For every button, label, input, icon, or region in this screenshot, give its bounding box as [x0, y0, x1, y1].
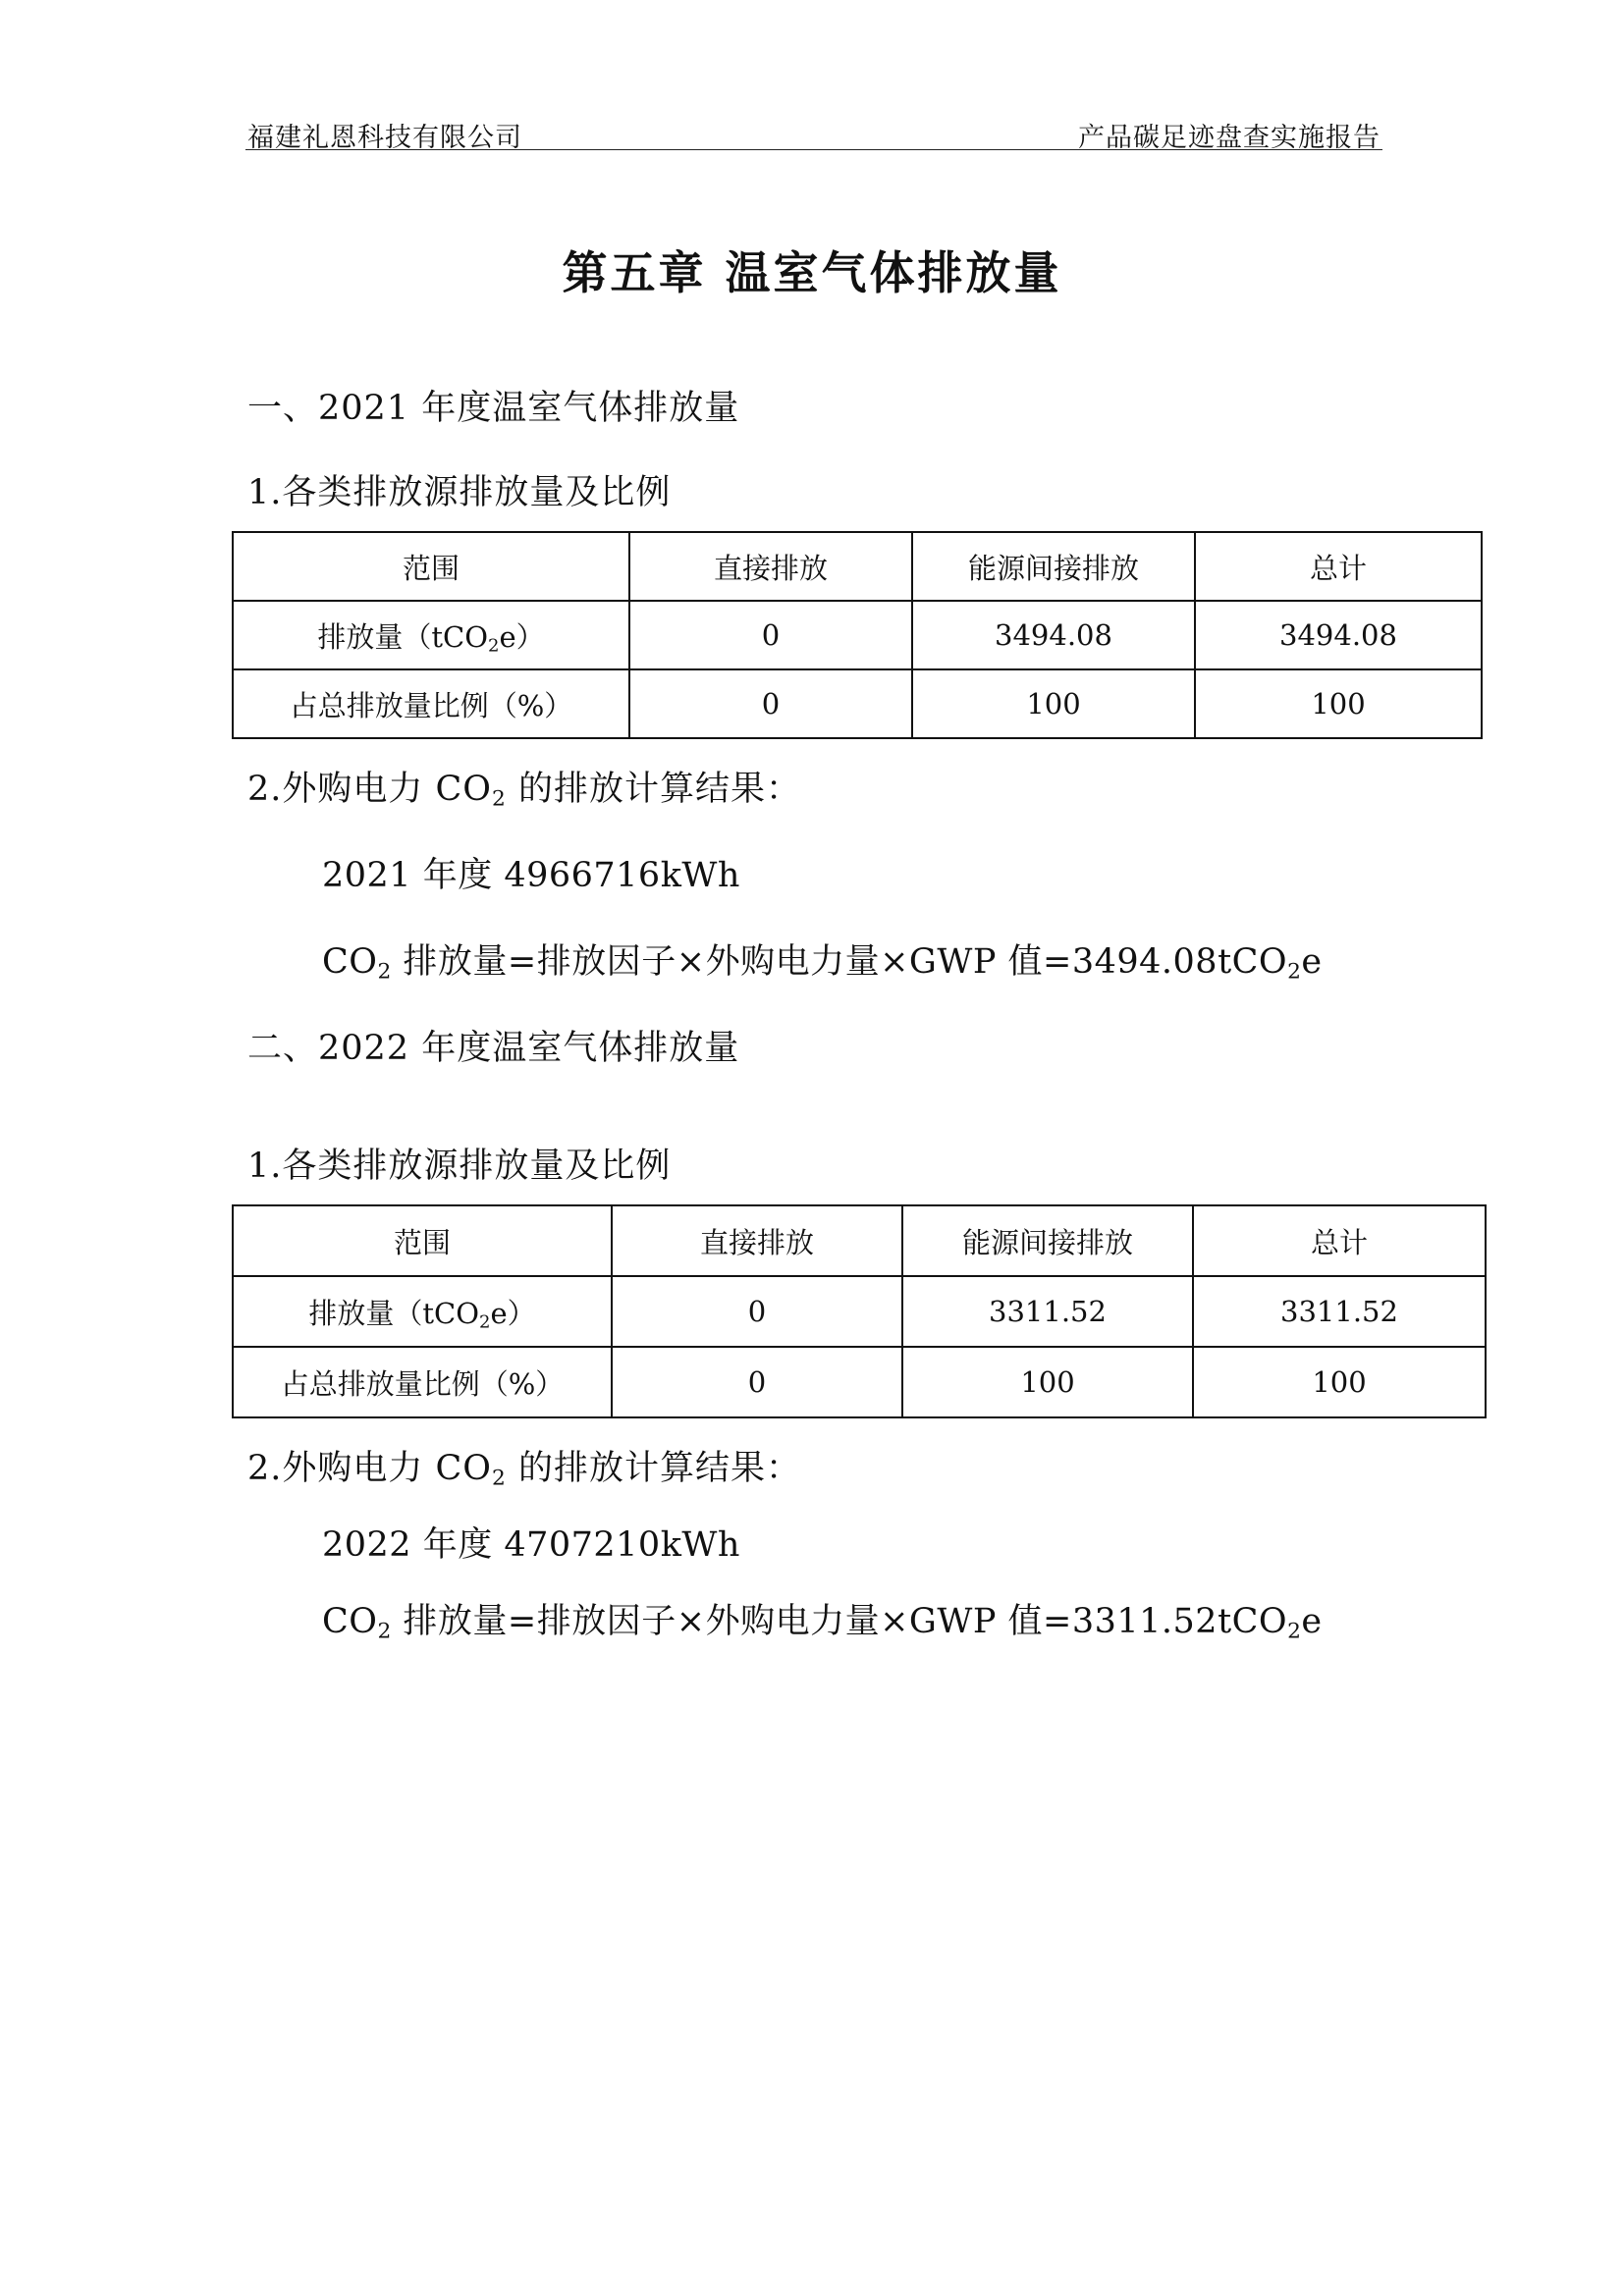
row-label-share: 占总排放量比例（%） [233, 669, 629, 738]
header-company: 福建礼恩科技有限公司 [247, 123, 522, 153]
table-cell: 0 [629, 669, 912, 738]
table-cell: 3494.08 [912, 601, 1195, 669]
table-header-cell: 能源间接排放 [902, 1205, 1193, 1276]
table-header-row [233, 532, 1482, 601]
table-header-cell: 范围 [233, 532, 629, 601]
header-divider [245, 149, 1382, 150]
formula-2022: $CO_2$ 排放量=排放因子×外购电力量×GWP 值=3311.52tCO$_2$e [322, 1602, 1323, 1644]
table-cell: 100 [1195, 669, 1482, 738]
table-cell: 0 [612, 1347, 902, 1417]
table-header-cell: 直接排放 [629, 532, 912, 601]
table-heading-2022: 1.各类排放源排放量及比例 [247, 1147, 672, 1186]
table-row [233, 669, 1482, 738]
row-label-emissions: 排放量（tCO$_2$e） [233, 1276, 612, 1347]
table-cell: 100 [912, 669, 1195, 738]
table-cell: 0 [629, 601, 912, 669]
calc-heading-2022: 2.外购电力 $CO_2$ 的排放计算结果： [247, 1449, 801, 1491]
electricity-2021: 2021 年度 4966716kWh [322, 856, 740, 895]
table-cell: 0 [612, 1276, 902, 1347]
table-cell: 100 [1193, 1347, 1486, 1417]
emissions-table-2021 [232, 531, 1483, 739]
section-heading-2021: 一、2021 年度温室气体排放量 [247, 389, 740, 428]
table-heading-2021: 1.各类排放源排放量及比例 [247, 473, 672, 512]
table-header-cell: 范围 [233, 1205, 612, 1276]
calc-heading-2021: 2.外购电力 $CO_2$ 的排放计算结果： [247, 770, 801, 812]
table-header-cell: 总计 [1193, 1205, 1486, 1276]
table-row [233, 601, 1482, 669]
chapter-title: 第五章 温室气体排放量 [562, 246, 1062, 299]
table-header-row [233, 1205, 1486, 1276]
emissions-table-2022 [232, 1204, 1487, 1418]
table-row [233, 1276, 1486, 1347]
table-cell: 3311.52 [1193, 1276, 1486, 1347]
section-heading-2022: 二、2022 年度温室气体排放量 [247, 1029, 740, 1068]
header-report-title: 产品碳足迹盘查实施报告 [1078, 123, 1380, 153]
table-header-cell: 直接排放 [612, 1205, 902, 1276]
table-cell: 3494.08 [1195, 601, 1482, 669]
table-cell: 3311.52 [902, 1276, 1193, 1347]
electricity-2022: 2022 年度 4707210kWh [322, 1525, 740, 1565]
formula-2021: $CO_2$ 排放量=排放因子×外购电力量×GWP 值=3494.08tCO$_2$e [322, 942, 1323, 985]
row-label-emissions: 排放量（tCO$_2$e） [233, 601, 629, 669]
row-label-share: 占总排放量比例（%） [233, 1347, 612, 1417]
table-header-cell: 总计 [1195, 532, 1482, 601]
table-row [233, 1347, 1486, 1417]
table-header-cell: 能源间接排放 [912, 532, 1195, 601]
table-cell: 100 [902, 1347, 1193, 1417]
